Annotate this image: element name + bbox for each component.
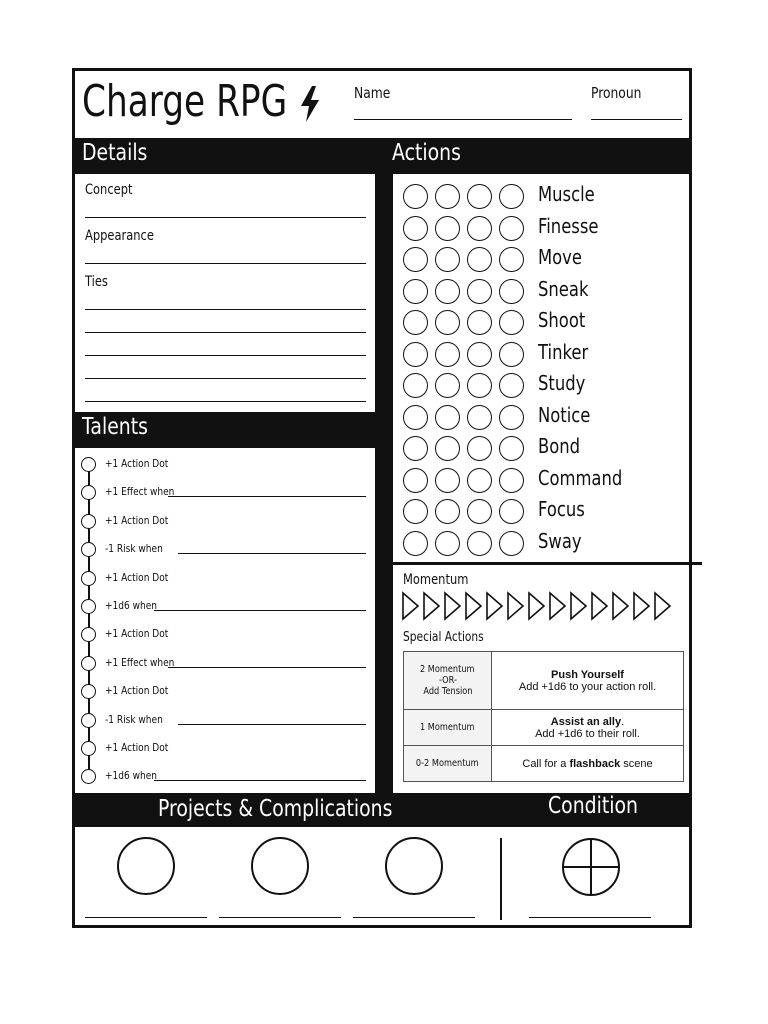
momentum-arrow[interactable]	[508, 593, 523, 619]
cost-cell	[404, 652, 492, 710]
action-title: Assist an ally	[550, 715, 622, 728]
name-label: Name	[354, 84, 391, 102]
action-dot[interactable]	[403, 184, 428, 209]
action-dot[interactable]	[403, 499, 428, 524]
condition-field[interactable]	[529, 917, 651, 918]
title-punct: .	[621, 715, 625, 728]
talent-checkbox[interactable]	[81, 656, 96, 671]
momentum-arrow[interactable]	[550, 593, 565, 619]
action-dot[interactable]	[499, 342, 524, 367]
details-heading: Details	[82, 140, 148, 166]
momentum-arrow[interactable]	[634, 593, 649, 619]
action-dot[interactable]	[467, 373, 492, 398]
talent-checkbox[interactable]	[81, 741, 96, 756]
action-dot[interactable]	[467, 405, 492, 430]
action-dot[interactable]	[467, 247, 492, 272]
action-desc-post: scene	[620, 757, 653, 770]
pronoun-field[interactable]	[591, 119, 682, 120]
action-dot[interactable]	[435, 279, 460, 304]
action-dot[interactable]	[435, 405, 460, 430]
talent-checkbox[interactable]	[81, 514, 96, 529]
momentum-divider	[390, 562, 702, 565]
talent-text: -1 Risk when	[105, 542, 163, 556]
sheet-title: Charge RPG	[82, 76, 288, 127]
details-header	[74, 138, 692, 174]
action-dot[interactable]	[403, 342, 428, 367]
action-dot[interactable]	[467, 184, 492, 209]
effect-cell	[492, 710, 684, 746]
project-clock[interactable]	[117, 837, 175, 895]
talent-checkbox[interactable]	[81, 457, 96, 472]
appearance-field[interactable]	[85, 263, 366, 264]
action-dot[interactable]	[499, 279, 524, 304]
action-dot[interactable]	[467, 499, 492, 524]
action-name: Shoot	[538, 308, 586, 332]
action-dot[interactable]	[467, 310, 492, 335]
action-dot[interactable]	[403, 279, 428, 304]
cost-cell	[404, 746, 492, 782]
action-dot[interactable]	[403, 216, 428, 241]
talent-text: +1d6 when	[105, 769, 157, 783]
momentum-arrow[interactable]	[424, 593, 439, 619]
ties-line[interactable]	[85, 309, 366, 310]
talent-checkbox[interactable]	[81, 599, 96, 614]
lightning-bolt-icon	[298, 84, 322, 124]
action-name: Tinker	[538, 339, 589, 364]
cost-line: 0-2 Momentum	[416, 758, 479, 769]
action-name: Focus	[538, 497, 585, 521]
action-dot[interactable]	[499, 436, 524, 461]
momentum-arrow[interactable]	[571, 593, 586, 619]
ties-line[interactable]	[85, 401, 366, 402]
action-dot[interactable]	[499, 468, 524, 493]
action-desc-bold: flashback	[569, 757, 621, 770]
action-dot[interactable]	[435, 247, 460, 272]
momentum-arrow[interactable]	[466, 593, 481, 619]
action-dot[interactable]	[499, 247, 524, 272]
talent-text: +1 Action Dot	[105, 741, 169, 754]
action-dot[interactable]	[467, 216, 492, 241]
appearance-label: Appearance	[85, 228, 154, 244]
talent-text: +1 Action Dot	[105, 513, 169, 527]
action-dot[interactable]	[467, 468, 492, 493]
cost-line: Add Tension	[422, 686, 473, 697]
action-desc-pre: Call for a	[522, 757, 570, 770]
action-dot[interactable]	[499, 373, 524, 398]
action-dot[interactable]	[467, 342, 492, 367]
ties-line[interactable]	[85, 332, 366, 333]
talent-text: -1 Risk when	[105, 712, 163, 726]
action-dot[interactable]	[403, 436, 428, 461]
concept-field[interactable]	[85, 217, 366, 218]
talent-field[interactable]	[178, 553, 366, 554]
action-dot[interactable]	[403, 531, 428, 556]
momentum-arrow[interactable]	[487, 593, 502, 619]
action-dot[interactable]	[499, 499, 524, 524]
pronoun-label: Pronoun	[591, 84, 642, 102]
projects-heading: Projects & Complications	[158, 796, 393, 822]
cost-line: 2 Momentum	[420, 664, 475, 675]
condition-heading: Condition	[548, 793, 639, 819]
action-dot[interactable]	[403, 405, 428, 430]
talent-field[interactable]	[178, 724, 366, 725]
special-actions-label: Special Actions	[403, 630, 484, 645]
details-panel	[74, 174, 378, 412]
action-title: Push Yourself	[551, 668, 624, 681]
table-row	[404, 652, 684, 710]
ties-line[interactable]	[85, 378, 366, 379]
action-dot[interactable]	[435, 310, 460, 335]
talent-text: +1 Effect when	[105, 485, 175, 499]
momentum-arrow[interactable]	[592, 593, 607, 619]
action-dot[interactable]	[403, 468, 428, 493]
concept-label: Concept	[85, 182, 133, 198]
table-row	[404, 746, 684, 782]
talent-text: +1 Action Dot	[105, 457, 169, 470]
talent-field[interactable]	[168, 496, 366, 497]
effect-cell	[492, 652, 684, 710]
momentum-arrow[interactable]	[655, 593, 670, 619]
action-dot[interactable]	[403, 247, 428, 272]
action-dot[interactable]	[435, 342, 460, 367]
action-dot[interactable]	[499, 405, 524, 430]
talent-text: +1 Action Dot	[105, 627, 169, 641]
action-name: Muscle	[538, 182, 595, 206]
cost-line: 1 Momentum	[420, 722, 475, 733]
middle-divider	[378, 174, 390, 793]
talent-text: +1 Action Dot	[105, 570, 169, 584]
action-dot[interactable]	[435, 531, 460, 556]
action-name: Study	[538, 371, 586, 395]
momentum-label: Momentum	[403, 572, 469, 588]
momentum-arrow[interactable]	[529, 593, 544, 619]
action-dot[interactable]	[435, 468, 460, 493]
quartered-clock-icon[interactable]	[561, 837, 621, 897]
talent-field[interactable]	[154, 780, 366, 781]
action-name: Sway	[538, 528, 582, 553]
momentum-track	[401, 591, 676, 623]
talent-field[interactable]	[168, 667, 366, 668]
talent-checkbox[interactable]	[81, 713, 96, 728]
action-dot[interactable]	[435, 436, 460, 461]
talent-text: +1 Effect when	[105, 655, 175, 669]
table-row	[404, 710, 684, 746]
action-name: Notice	[538, 402, 591, 427]
action-name: Command	[538, 465, 623, 490]
action-desc: Add +1d6 to their roll.	[535, 727, 640, 740]
action-name: Move	[538, 245, 582, 269]
condition-divider	[500, 838, 502, 920]
project-name-field[interactable]	[219, 917, 341, 918]
talent-field[interactable]	[154, 610, 366, 611]
actions-heading: Actions	[392, 140, 461, 166]
action-dot[interactable]	[499, 310, 524, 335]
action-dot[interactable]	[467, 436, 492, 461]
action-dot[interactable]	[403, 310, 428, 335]
momentum-arrow[interactable]	[613, 593, 628, 619]
project-clock[interactable]	[251, 837, 309, 895]
action-desc: Add +1d6 to your action roll.	[518, 680, 657, 693]
action-dot[interactable]	[467, 279, 492, 304]
action-dot[interactable]	[499, 216, 524, 241]
cost-line: -OR-	[438, 675, 457, 686]
momentum-arrow[interactable]	[445, 593, 460, 619]
name-field[interactable]	[354, 119, 572, 120]
talents-heading: Talents	[82, 414, 148, 440]
talent-text: +1d6 when	[105, 599, 157, 612]
action-dot[interactable]	[467, 531, 492, 556]
effect-cell	[492, 746, 684, 782]
action-dot[interactable]	[403, 373, 428, 398]
talent-text: +1 Action Dot	[105, 684, 169, 698]
project-name-field[interactable]	[353, 917, 475, 918]
action-dot[interactable]	[435, 216, 460, 241]
action-dot[interactable]	[499, 184, 524, 209]
actions-panel	[390, 174, 393, 793]
action-dot[interactable]	[499, 531, 524, 556]
cost-cell	[404, 710, 492, 746]
project-clock[interactable]	[385, 837, 443, 895]
action-dot[interactable]	[435, 373, 460, 398]
action-name: Bond	[538, 434, 581, 458]
project-name-field[interactable]	[85, 917, 207, 918]
ties-line[interactable]	[85, 355, 366, 356]
action-name: Finesse	[538, 213, 599, 238]
action-dot[interactable]	[435, 184, 460, 209]
talent-checkbox[interactable]	[81, 571, 96, 586]
special-actions-table	[403, 651, 684, 782]
ties-label: Ties	[85, 274, 108, 290]
talents-track	[88, 464, 90, 776]
momentum-arrow[interactable]	[403, 593, 418, 619]
action-name: Sneak	[538, 276, 589, 301]
action-dot[interactable]	[435, 499, 460, 524]
